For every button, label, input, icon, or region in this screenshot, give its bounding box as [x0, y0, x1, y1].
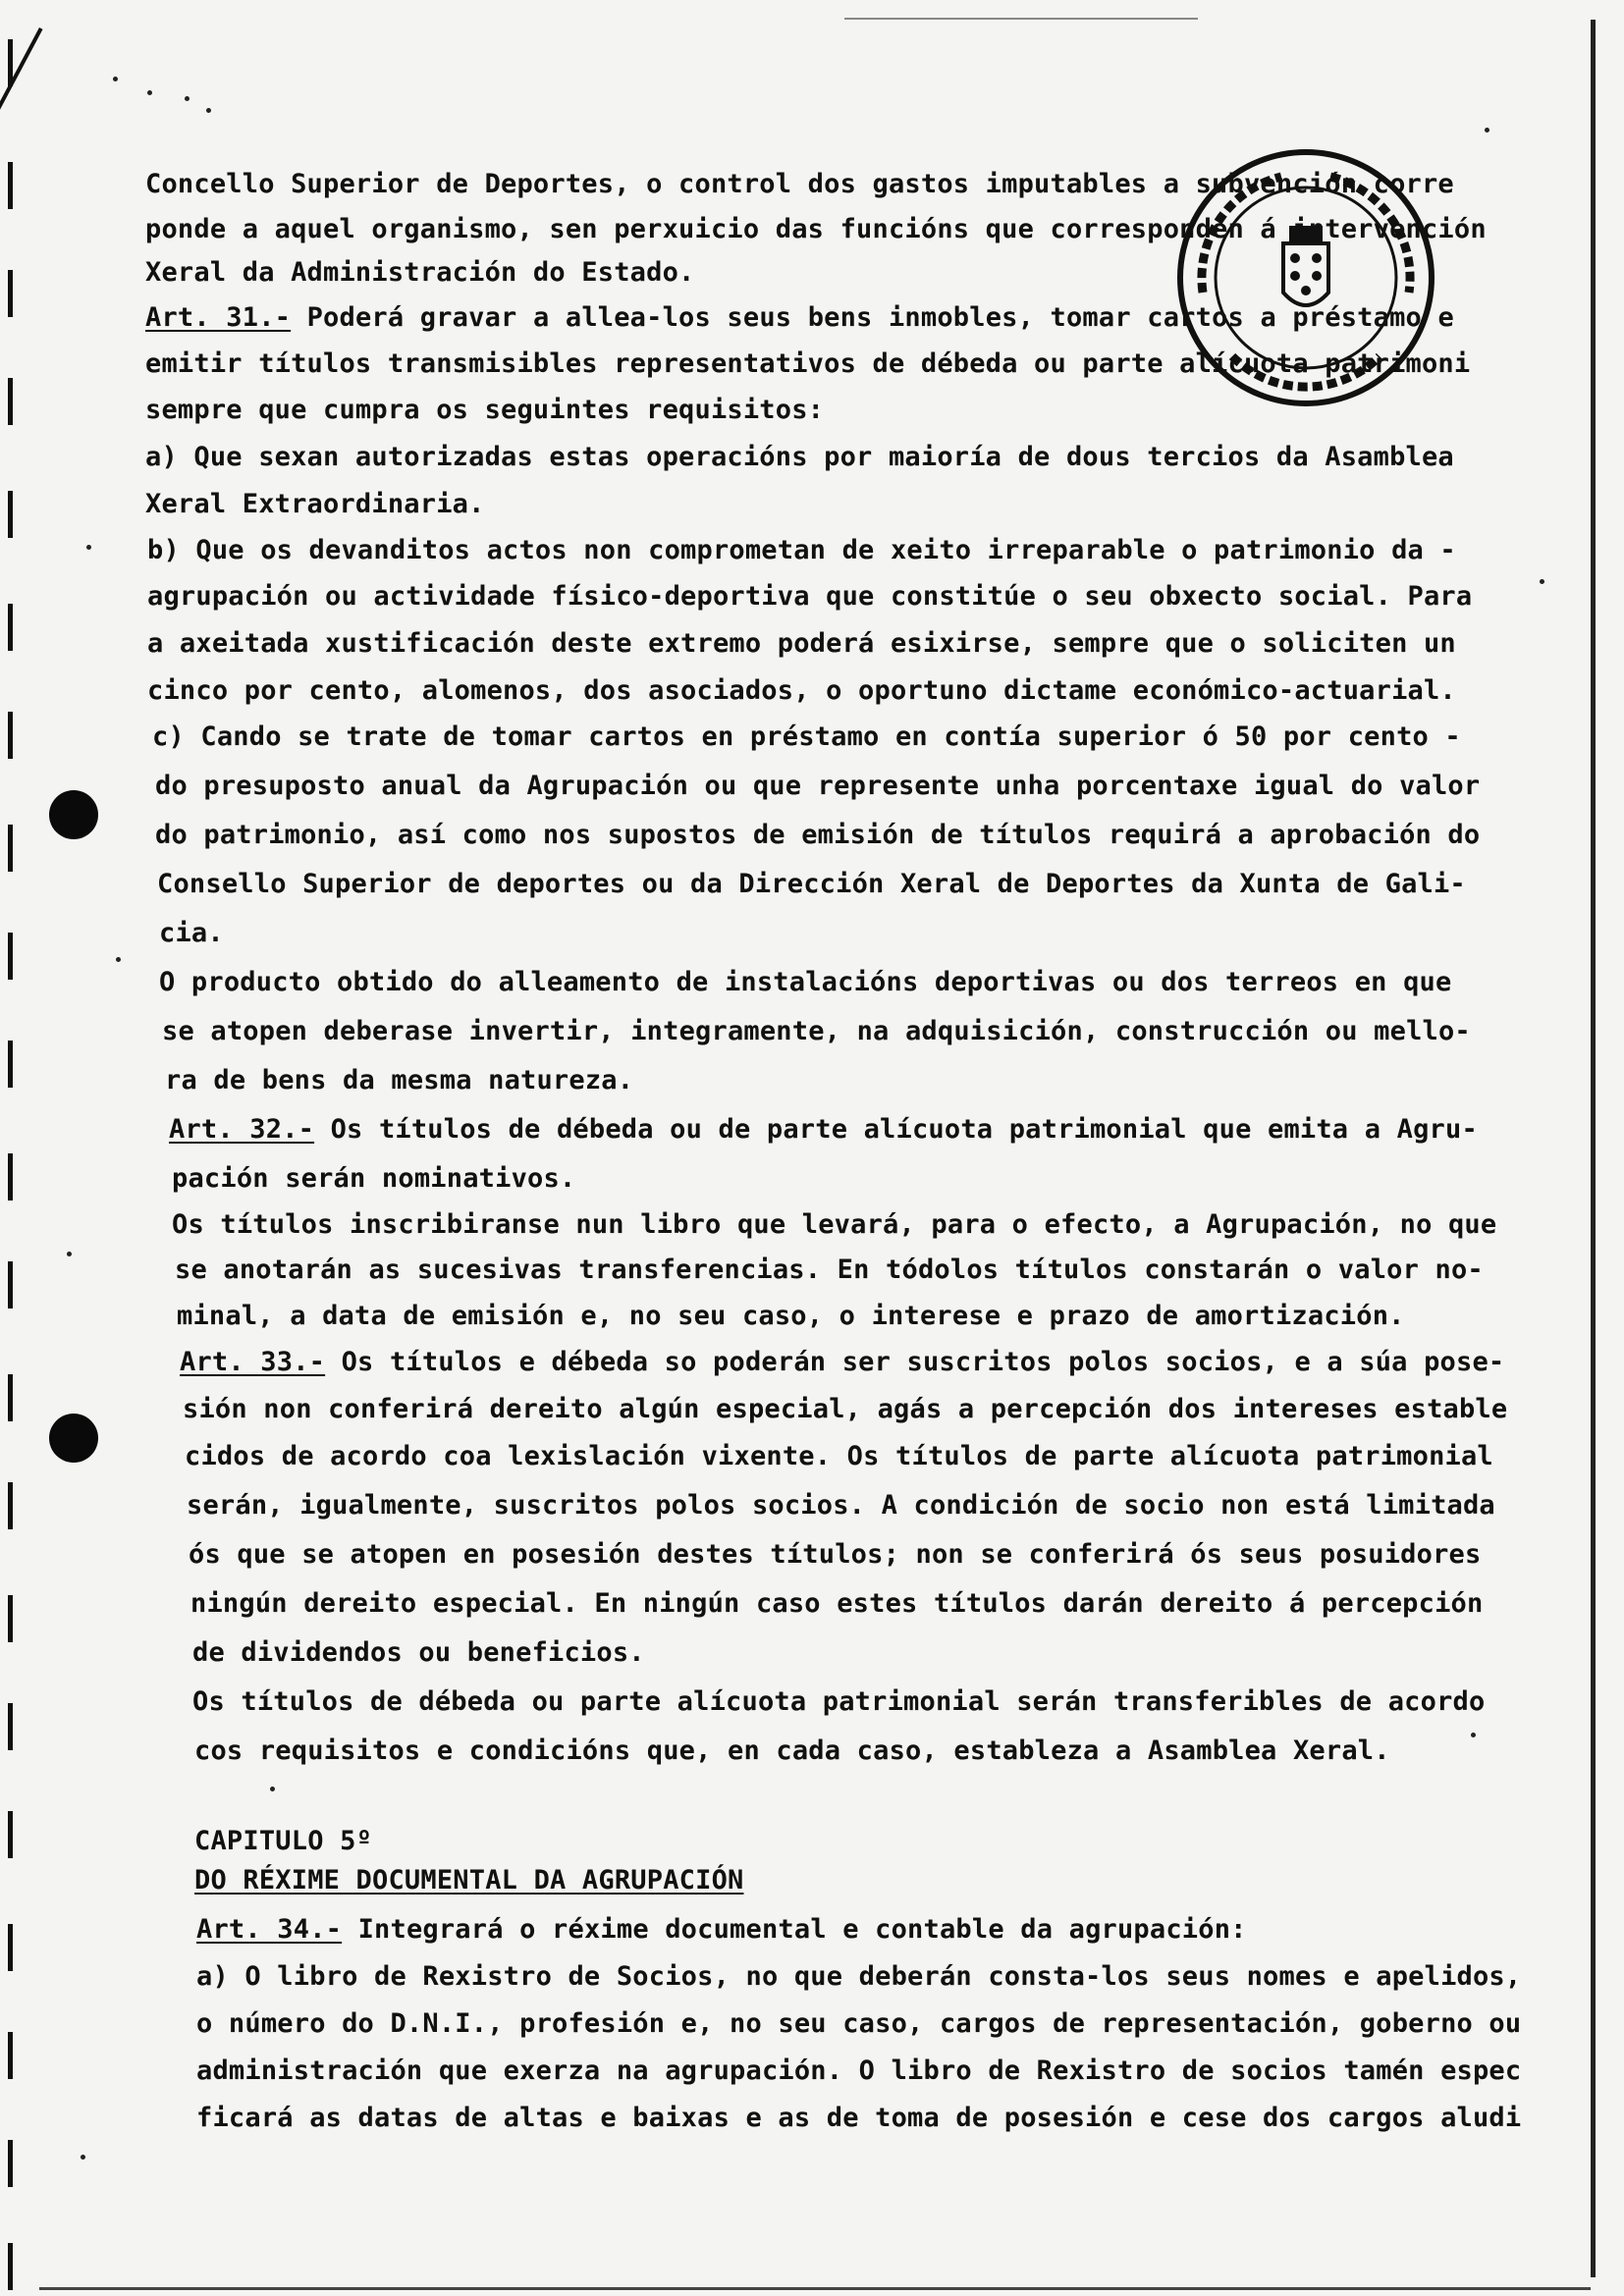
article-34-heading: Art. 34.-	[196, 1914, 343, 1945]
text-line: Consello Superior de deportes ou da Dirección Xeral de Deportes da Xunta de Gali-	[157, 869, 1466, 899]
text-line: a) Que sexan autorizadas estas operacións por maioría de dous tercios da Asamblea	[145, 442, 1454, 472]
scan-speck	[1471, 1733, 1476, 1737]
punch-hole	[49, 1414, 98, 1463]
binder-mark	[8, 1482, 13, 1529]
text-line: Os títulos de débeda ou de parte alícuota patrimonial que emita a Agru-	[330, 1114, 1478, 1145]
text-line: ós que se atopen en posesión destes títulos; non se conferirá ós seus posuidores	[189, 1539, 1482, 1570]
binder-mark	[8, 491, 13, 538]
scan-speck	[67, 1252, 72, 1256]
scan-speck	[113, 77, 118, 81]
text-line: Concello Superior de Deportes, o control dos gastos imputables a subvención corre	[145, 169, 1454, 199]
binder-mark	[8, 2032, 13, 2079]
text-line: se anotarán as sucesivas transferencias. En tódolos títulos constarán o valor no-	[175, 1255, 1484, 1285]
binder-mark	[8, 712, 13, 759]
binder-mark	[8, 270, 13, 317]
text-line: a axeitada xustificación deste extremo poderá esixirse, sempre que o soliciten un	[147, 628, 1456, 659]
text-line: serán, igualmente, suscritos polos socios. A condición de socio non está limitada	[187, 1490, 1495, 1521]
binder-mark	[8, 933, 13, 980]
scan-speck	[81, 2155, 85, 2160]
text-line: se atopen deberase invertir, integramente, na adquisición, construcción ou mello-	[162, 1016, 1471, 1046]
text-line: cidos de acordo coa lexislación vixente. Os títulos de parte alícuota patrimonial	[185, 1441, 1493, 1471]
scan-speck	[147, 90, 152, 95]
text-line: Xeral Extraordinaria.	[145, 489, 485, 519]
text-line: Integrará o réxime documental e contable da agrupación:	[357, 1914, 1247, 1945]
text-line: a) O libro de Rexistro de Socios, no que deberán consta-los seus nomes e apelidos,	[196, 1961, 1522, 1992]
chapter-number: CAPITULO 5º	[194, 1826, 373, 1856]
scan-speck	[185, 96, 189, 101]
text-line: c) Cando se trate de tomar cartos en préstamo en contía superior ó 50 por cento -	[152, 721, 1461, 752]
article-32-heading: Art. 32.-	[169, 1114, 315, 1145]
text-line: Poderá gravar a allea-los seus bens inmobles, tomar cartos a préstamo e	[306, 302, 1454, 333]
text-line: cia.	[159, 918, 224, 948]
scan-speck	[1485, 128, 1489, 133]
text-line: Os títulos e débeda so poderán ser suscritos polos socios, e a súa pose-	[341, 1347, 1505, 1377]
pen-mark	[0, 27, 43, 186]
text-line: minal, a data de emisión e, no seu caso, o interese e prazo de amortización.	[177, 1301, 1405, 1331]
text-line: administración que exerza na agrupación. O libro de Rexistro de socios tamén espec	[196, 2056, 1522, 2086]
text-line: O producto obtido do alleamento de instalacións deportivas ou dos terreos en que	[159, 967, 1452, 997]
binder-mark	[8, 1703, 13, 1750]
text-line: agrupación ou actividade físico-deportiva que constitúe o seu obxecto social. Para	[147, 581, 1473, 612]
text-line: pación serán nominativos.	[172, 1163, 576, 1194]
scan-speck	[1540, 579, 1544, 584]
punch-hole	[49, 790, 98, 839]
binder-mark	[8, 1595, 13, 1642]
article-34-line	[196, 1914, 1247, 1945]
chapter-title: DO RÉXIME DOCUMENTAL DA AGRUPACIÓN	[194, 1865, 744, 1896]
text-line: do patrimonio, así como nos supostos de emisión de títulos requirá a aprobación do	[155, 820, 1481, 850]
binder-mark	[8, 2140, 13, 2187]
text-line: Os títulos inscribiranse nun libro que levará, para o efecto, a Agrupación, no que	[172, 1209, 1497, 1240]
scan-speck	[206, 108, 211, 113]
scan-speck	[86, 545, 91, 550]
binder-mark	[8, 162, 13, 209]
binder-mark	[8, 378, 13, 425]
text-line: emitir títulos transmisibles representativos de débeda ou parte alícuota patrimoni	[145, 348, 1471, 379]
binder-mark	[8, 604, 13, 651]
binder-mark	[8, 1374, 13, 1421]
text-line: b) Que os devanditos actos non comprometan de xeito irreparable o patrimonio da -	[147, 535, 1456, 565]
text-line: cos requisitos e condicións que, en cada caso, estableza a Asamblea Xeral.	[194, 1735, 1390, 1766]
binder-mark	[8, 2243, 13, 2290]
text-line: de dividendos ou beneficios.	[192, 1637, 645, 1668]
text-line: sempre que cumpra os seguintes requisitos:	[145, 395, 825, 425]
text-line: do presuposto anual da Agrupación ou que represente unha porcentaxe igual do valor	[155, 771, 1481, 801]
scan-speck	[116, 957, 121, 962]
binder-mark	[8, 825, 13, 872]
scan-top-line	[844, 18, 1198, 20]
text-line: o número do D.N.I., profesión e, no seu caso, cargos de representación, goberno ou	[196, 2008, 1522, 2039]
binder-mark	[8, 1924, 13, 1971]
binder-mark	[8, 1153, 13, 1201]
binder-mark	[8, 1261, 13, 1308]
page-right-edge	[1591, 20, 1596, 2277]
binder-mark	[8, 1811, 13, 1858]
article-31-heading: Art. 31.-	[145, 302, 292, 333]
text-line: ponde a aquel organismo, sen perxuicio das funcións que corresponden á intervención	[145, 214, 1487, 244]
article-33-line	[180, 1347, 1504, 1377]
article-32-line	[169, 1114, 1478, 1145]
text-line: Xeral da Administración do Estado.	[145, 257, 695, 288]
article-33-heading: Art. 33.-	[180, 1347, 326, 1377]
text-line: cinco por cento, alomenos, dos asociados, o oportuno dictame económico-actuarial.	[147, 675, 1456, 706]
binder-mark	[8, 1041, 13, 1088]
text-line: sión non conferirá dereito algún especial, agás a percepción dos intereses estable	[183, 1394, 1508, 1424]
text-line: ningún dereito especial. En ningún caso estes títulos darán dereito á percepción	[190, 1588, 1484, 1619]
page-bottom-edge	[39, 2287, 1591, 2290]
text-line: Os títulos de débeda ou parte alícuota patrimonial serán transferibles de acordo	[192, 1686, 1486, 1717]
scan-speck	[270, 1787, 275, 1791]
article-31-line	[145, 302, 1454, 333]
text-line: ficará as datas de altas e baixas e as de toma de posesión e cese dos cargos aludi	[196, 2103, 1522, 2133]
binder-mark	[8, 39, 13, 86]
text-line: ra de bens da mesma natureza.	[165, 1065, 634, 1095]
